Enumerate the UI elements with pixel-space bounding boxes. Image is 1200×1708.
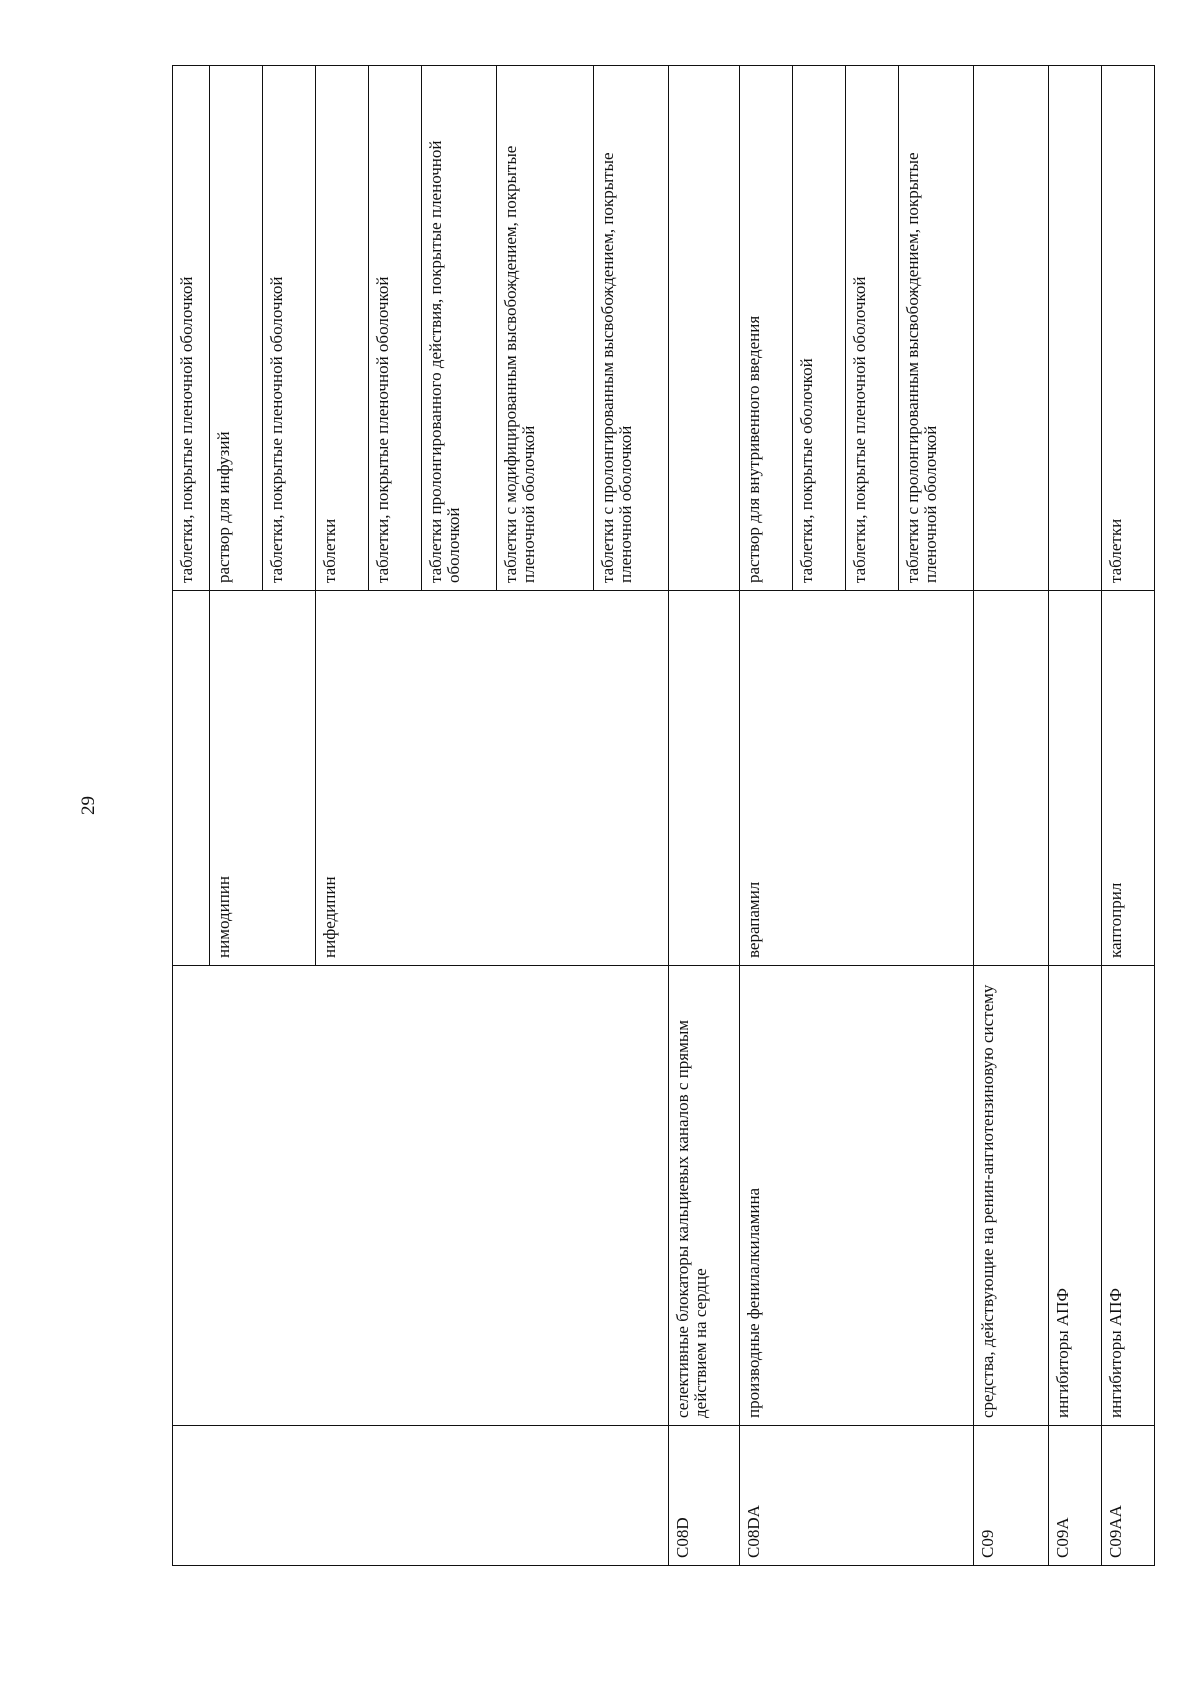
dosage-form-cell: таблетки с пролонгированным высвобождением, покрытые пленочной оболочкой xyxy=(594,66,669,591)
dosage-form-cell: раствор для внутривенного введения xyxy=(740,66,793,591)
dosage-form-cell: таблетки, покрытые пленочной оболочкой xyxy=(846,66,899,591)
dosage-form-cell xyxy=(974,66,1049,591)
dosage-form-cell: таблетки с модифицированным высвобождением, покрытые пленочной оболочкой xyxy=(497,66,594,591)
dosage-form-cell: таблетки, покрытые оболочкой xyxy=(793,66,846,591)
dosage-form-cell xyxy=(1049,66,1102,591)
table-row xyxy=(1102,66,1155,1566)
atc-code-cell: C09A xyxy=(1049,1426,1102,1566)
table-row xyxy=(740,66,793,1566)
drug-name-cell xyxy=(173,591,210,966)
dosage-form-cell: раствор для инфузий xyxy=(210,66,263,591)
dosage-form-cell: таблетки xyxy=(316,66,369,591)
table-row xyxy=(669,66,740,1566)
drug-name-cell xyxy=(974,591,1049,966)
atc-code-cell: C08DA xyxy=(740,1426,974,1566)
atc-code-cell: C09AA xyxy=(1102,1426,1155,1566)
drug-name-cell: нимодипин xyxy=(210,591,316,966)
atc-group-cell: ингибиторы АПФ xyxy=(1049,966,1102,1426)
drug-name-cell xyxy=(1049,591,1102,966)
rotated-table-container xyxy=(172,66,1125,1566)
dosage-form-cell: таблетки xyxy=(1102,66,1155,591)
drug-name-cell: каптоприл xyxy=(1102,591,1155,966)
drug-name-cell: нифедипин xyxy=(316,591,669,966)
drug-name-cell: верапамил xyxy=(740,591,974,966)
page-number: 29 xyxy=(78,796,99,815)
table-row xyxy=(173,66,210,1566)
dosage-form-cell: таблетки, покрытые пленочной оболочкой xyxy=(263,66,316,591)
table-row xyxy=(1049,66,1102,1566)
dosage-form-cell: таблетки, покрытые пленочной оболочкой xyxy=(369,66,422,591)
atc-group-cell: селективные блокаторы кальциевых каналов с прямым действием на сердце xyxy=(669,966,740,1426)
atc-group-cell: производные фенилалкиламина xyxy=(740,966,974,1426)
atc-group-cell: ингибиторы АПФ xyxy=(1102,966,1155,1426)
medication-table xyxy=(172,65,1155,1566)
atc-code-cell xyxy=(173,1426,669,1566)
dosage-form-cell xyxy=(669,66,740,591)
dosage-form-cell: таблетки пролонгированного действия, покрытые пленочной оболочкой xyxy=(422,66,497,591)
atc-code-cell: C09 xyxy=(974,1426,1049,1566)
dosage-form-cell: таблетки, покрытые пленочной оболочкой xyxy=(173,66,210,591)
dosage-form-cell: таблетки с пролонгированным высвобождением, покрытые пленочной оболочкой xyxy=(899,66,974,591)
atc-group-cell: средства, действующие на ренин-ангиотензиновую систему xyxy=(974,966,1049,1426)
table-row xyxy=(974,66,1049,1566)
atc-code-cell: C08D xyxy=(669,1426,740,1566)
drug-name-cell xyxy=(669,591,740,966)
atc-group-cell xyxy=(173,966,669,1426)
